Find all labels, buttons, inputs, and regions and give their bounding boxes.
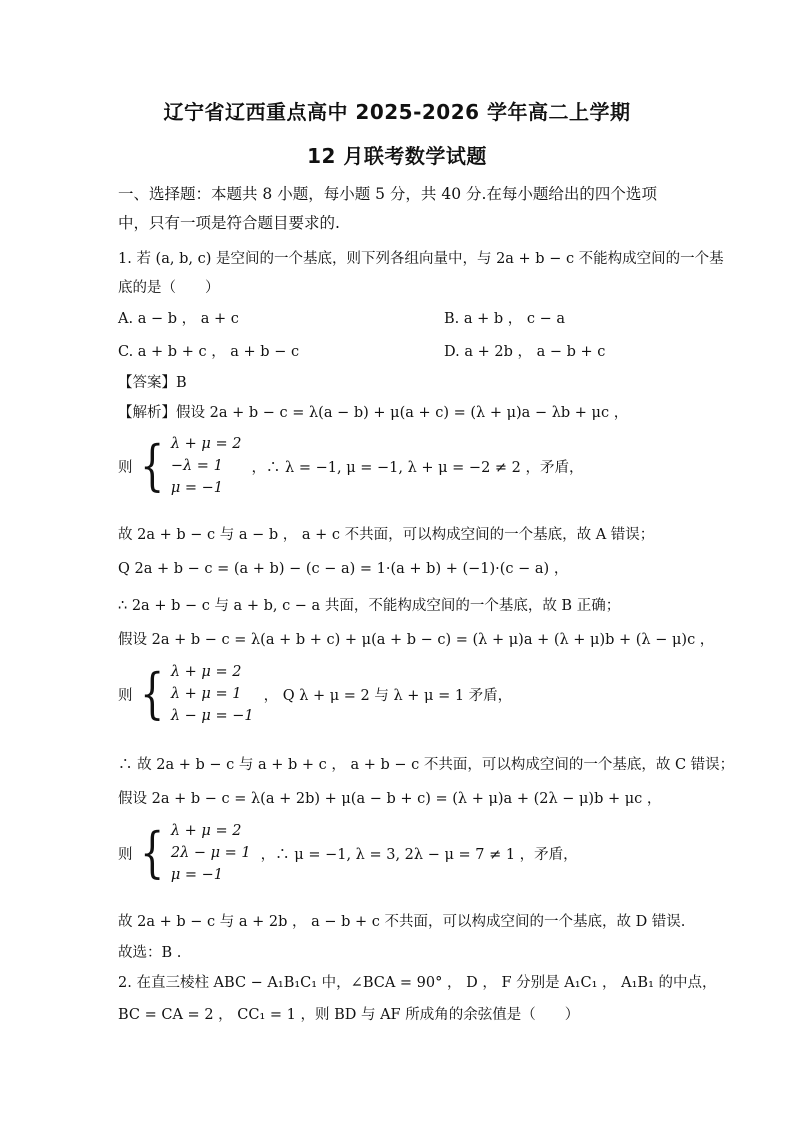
- page-title-line1: 辽宁省辽西重点高中 2025-2026 学年高二上学期: [163, 100, 631, 124]
- q1-conclusion-b: ∴ 2a + b − c 与 a + b, c − a 共面，不能构成空间的一个基底，故 B 正确；: [118, 598, 621, 614]
- q1-conclusion-d: 故 2a + b − c 与 a + 2b ， a − b + c 不共面，可以构成空间的一个基底，故 D 错误.: [118, 914, 686, 930]
- system-label: 则: [118, 846, 133, 863]
- system-conclusion: ，∴ λ = −1, μ = −1, λ + μ = −2 ≠ 2 ，矛盾，: [251, 459, 584, 476]
- system-equation: μ = −1: [170, 867, 224, 883]
- q1-option-c: C. a + b + c ， a + b − c: [118, 344, 300, 360]
- system-equation: λ + μ = 2: [170, 436, 242, 452]
- q1-analysis-a: 【解析】假设 2a + b − c = λ(a − b) + μ(a + c) = (λ + μ)a − λb + μc ，: [118, 405, 629, 421]
- q1-conclusion-c: ∴ 故 2a + b − c 与 a + b + c ， a + b − c 不共面，可以构成空间的一个基底，故 C 错误；: [118, 757, 735, 773]
- equation-system-1: 则 { λ + μ = 2 −λ = 1 μ = −1 ，∴ λ = −1, μ = −1, λ + μ = −2 ≠ 2 ，矛盾，: [118, 434, 584, 497]
- q1-answer: 【答案】B: [118, 375, 187, 391]
- system-equation: λ + μ = 2: [170, 823, 242, 839]
- page-title-line2: 12 月联考数学试题: [307, 144, 487, 168]
- q1-analysis-d: 假设 2a + b − c = λ(a + 2b) + μ(a − b + c) = (λ + μ)a + (2λ − μ)b + μc ，: [118, 791, 662, 807]
- section-heading-line1: 一、选择题：本题共 8 小题，每小题 5 分，共 40 分.在每小题给出的四个选项: [118, 185, 657, 203]
- q1-stem-line2: 底的是（ ）: [118, 280, 220, 296]
- q1-option-b: B. a + b ， c − a: [444, 311, 566, 327]
- q1-conclusion-a: 故 2a + b − c 与 a − b ， a + c 不共面，可以构成空间的一个基底，故 A 错误；: [118, 527, 655, 543]
- q1-stem-line1: 1. 若 (a, b, c) 是空间的一个基底，则下列各组向量中，与 2a + b − c 不能构成空间的一个基: [118, 251, 724, 267]
- q1-analysis-b: Q 2a + b − c = (a + b) − (c − a) = 1·(a + b) + (−1)·(c − a) ，: [118, 561, 569, 577]
- q2-stem-line1: 2. 在直三棱柱 ABC − A₁B₁C₁ 中，∠BCA = 90° ， D ， F 分别是 A₁C₁ ， A₁B₁ 的中点，: [118, 975, 717, 991]
- system-conclusion: ， Q λ + μ = 2 与 λ + μ = 1 矛盾，: [263, 687, 513, 704]
- q1-option-d: D. a + 2b ， a − b + c: [444, 344, 606, 360]
- system-conclusion: ，∴ μ = −1, λ = 3, 2λ − μ = 7 ≠ 1 ，矛盾，: [260, 846, 578, 863]
- equation-system-3: 则 { λ + μ = 2 2λ − μ = 1 μ = −1 ，∴ μ = −1, λ = 3, 2λ − μ = 7 ≠ 1 ，矛盾，: [118, 821, 578, 884]
- system-equation: 2λ − μ = 1: [170, 845, 251, 861]
- system-label: 则: [118, 459, 133, 476]
- q1-option-a: A. a − b ， a + c: [118, 311, 239, 327]
- section-heading-line2: 中，只有一项是符合题目要求的.: [118, 214, 340, 232]
- system-equation: λ − μ = −1: [170, 708, 254, 724]
- q1-choice: 故选：B .: [118, 945, 182, 961]
- system-label: 则: [118, 687, 133, 704]
- q2-stem-line2: BC = CA = 2 ， CC₁ = 1 ，则 BD 与 AF 所成角的余弦值是（ ）: [118, 1007, 580, 1023]
- equation-system-2: 则 { λ + μ = 2 λ + μ = 1 λ − μ = −1 ， Q λ + μ = 2 与 λ + μ = 1 矛盾，: [118, 662, 513, 725]
- system-equation: μ = −1: [170, 480, 224, 496]
- system-equation: λ + μ = 1: [170, 686, 242, 702]
- q1-analysis-c: 假设 2a + b − c = λ(a + b + c) + μ(a + b − c) = (λ + μ)a + (λ + μ)b + (λ − μ)c ，: [118, 632, 715, 648]
- system-equation: −λ = 1: [170, 458, 223, 474]
- system-equation: λ + μ = 2: [170, 664, 242, 680]
